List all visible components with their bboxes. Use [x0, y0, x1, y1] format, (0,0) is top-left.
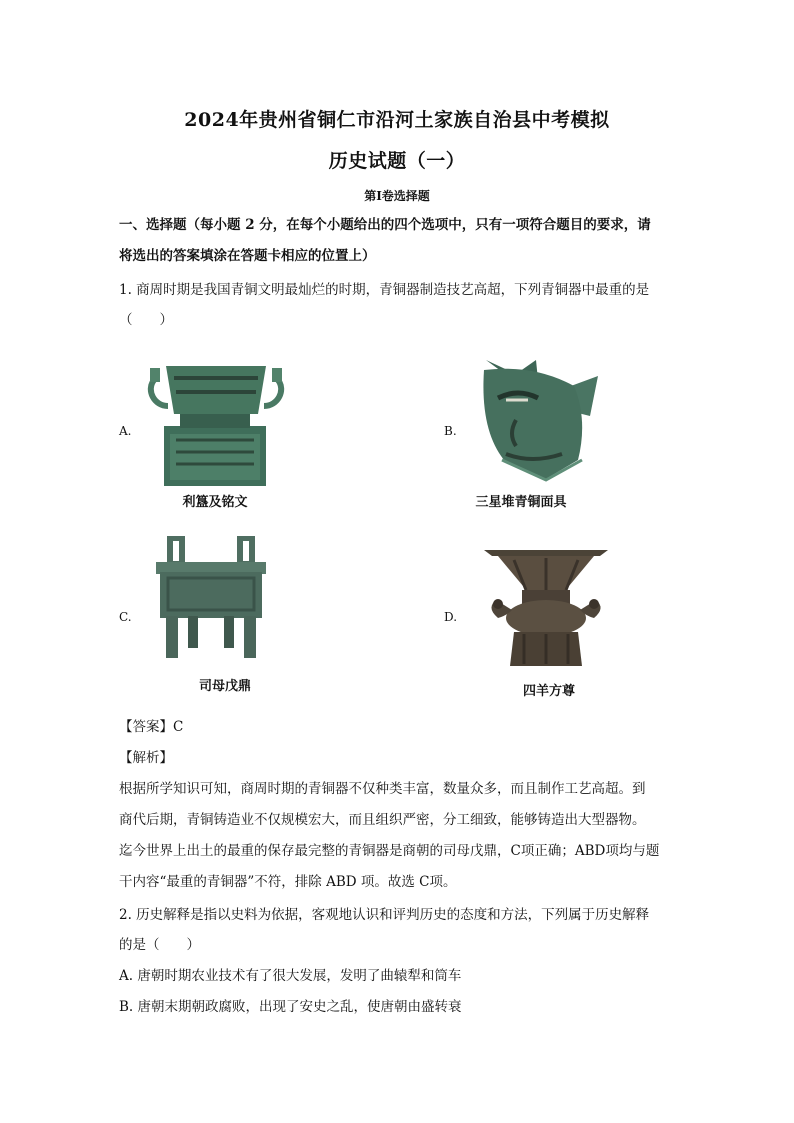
- q1-option-d-letter: D.: [444, 610, 458, 624]
- q2-option-a: A. 唐朝时期农业技术有了很大发展，发明了曲辕犁和筒车: [119, 968, 462, 984]
- q1-option-d-caption: 四羊方尊: [522, 684, 575, 699]
- q1-answer: 【答案】C: [119, 719, 184, 735]
- q1-analysis-line3: 迄今世界上出土的最重的保存最完整的青铜器是商朝的司母戊鼎，C项正确；ABD项均与题: [119, 843, 660, 859]
- section-title: 第Ⅰ卷选择题: [364, 189, 430, 203]
- q1-stem-line2: （ ）: [119, 312, 173, 328]
- instruction-line2: 将选出的答案填涂在答题卡相应的位置上）: [119, 248, 376, 264]
- q1-option-a-letter: A.: [119, 424, 132, 438]
- q2-stem-line1: 2. 历史解释是指以史料为依据，客观地认识和评判历史的态度和方法，下列属于历史解释: [119, 907, 650, 923]
- q1-analysis-line2: 商代后期，青铜铸造业不仅规模宏大，而且组织严密，分工细致，能够铸造出大型器物。: [119, 812, 646, 828]
- q1-option-c-letter: C.: [119, 610, 132, 624]
- instruction-line1: 一、选择题（每小题 2 分，在每个小题给出的四个选项中，只有一项符合题目的要求，请: [119, 217, 651, 233]
- q1-analysis-line1: 根据所学知识可知，商周时期的青铜器不仅种类丰富，数量众多，而且制作工艺高超。到: [119, 781, 646, 797]
- q1-option-b-letter: B.: [444, 424, 457, 438]
- li-gui-image: [146, 356, 286, 488]
- q1-stem-line1: 1. 商周时期是我国青铜文明最灿烂的时期，青铜器制造技艺高超，下列青铜器中最重的是: [119, 282, 650, 298]
- q1-option-c-caption: 司母戊鼎: [198, 679, 251, 694]
- q1-option-a-caption: 利簋及铭文: [182, 495, 248, 510]
- q2-stem-line2: 的是（ ）: [119, 937, 200, 953]
- q2-option-b: B. 唐朝末期朝政腐败，出现了安史之乱，使唐朝由盛转衰: [119, 999, 462, 1015]
- sanxingdui-mask-image: [476, 350, 602, 482]
- exam-title-line1: 2024年贵州省铜仁市沿河土家族自治县中考模拟: [184, 109, 610, 131]
- siyang-fangzun-image: [484, 548, 608, 668]
- q1-option-b-caption: 三星堆青铜面具: [475, 495, 567, 510]
- q1-analysis-line4: 干内容“最重的青铜器”不符，排除 ABD 项。故选 C项。: [119, 874, 457, 890]
- q1-analysis-label: 【解析】: [119, 750, 173, 766]
- simuwu-ding-image: [152, 536, 270, 660]
- exam-title-line2: 历史试题（一）: [328, 150, 466, 172]
